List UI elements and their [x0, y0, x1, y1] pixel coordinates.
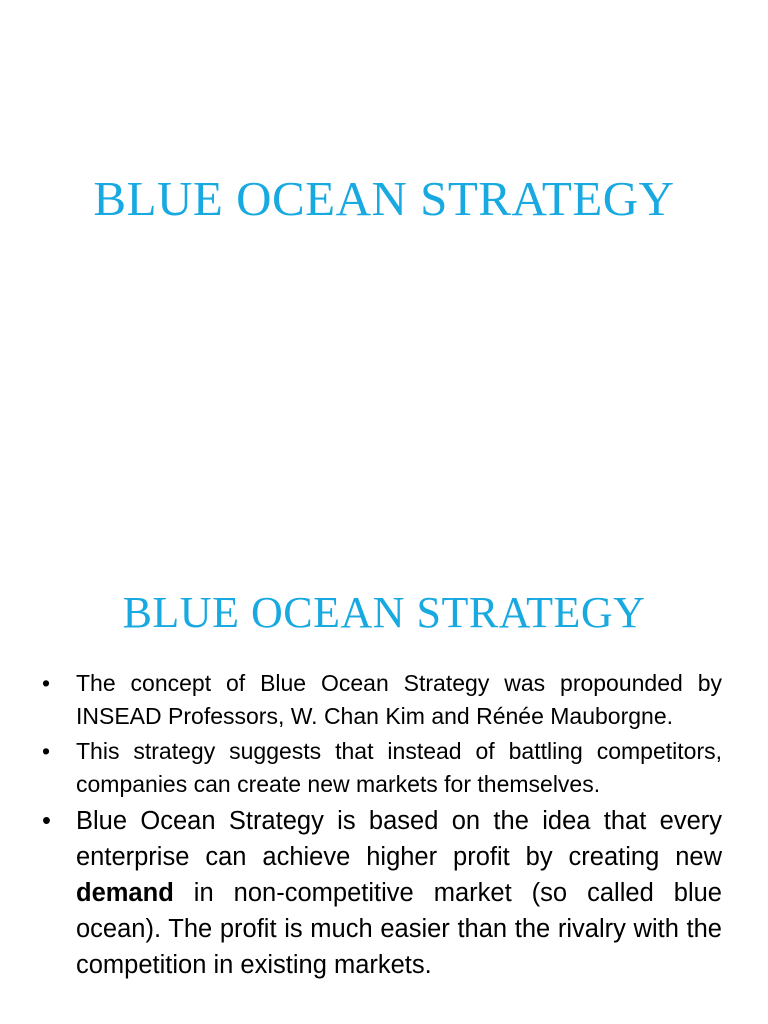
slide-content	[0, 512, 768, 1024]
bullet-dot-icon: •	[42, 670, 51, 696]
bullet-text-before: Blue Ocean Strategy is based on the idea that every enterprise can achieve higher profit by creating new	[76, 807, 722, 871]
slide-2-title: BLUE OCEAN STRATEGY	[122, 588, 646, 637]
bullet-bold-word: demand	[76, 879, 174, 907]
bullet-text-after: in non-competitive market (so called blue ocean). The profit is much easier than the rivalry with the competition in existing markets.	[76, 879, 722, 979]
bullet-dot-icon: •	[42, 807, 51, 835]
slide-1-title: BLUE OCEAN STRATEGY	[93, 171, 675, 226]
bullet-text: This strategy suggests that instead of battling competitors, companies can create new markets for themselves.	[76, 738, 722, 797]
bullet-item	[42, 803, 722, 983]
bullet-text: The concept of Blue Ocean Strategy was propounded by INSEAD Professors, W. Chan Kim and Rénée Mauborgne.	[76, 670, 722, 729]
bullet-list	[42, 667, 722, 983]
bullet-item	[42, 735, 722, 801]
bullet-item	[42, 667, 722, 733]
bullet-dot-icon: •	[42, 738, 51, 764]
